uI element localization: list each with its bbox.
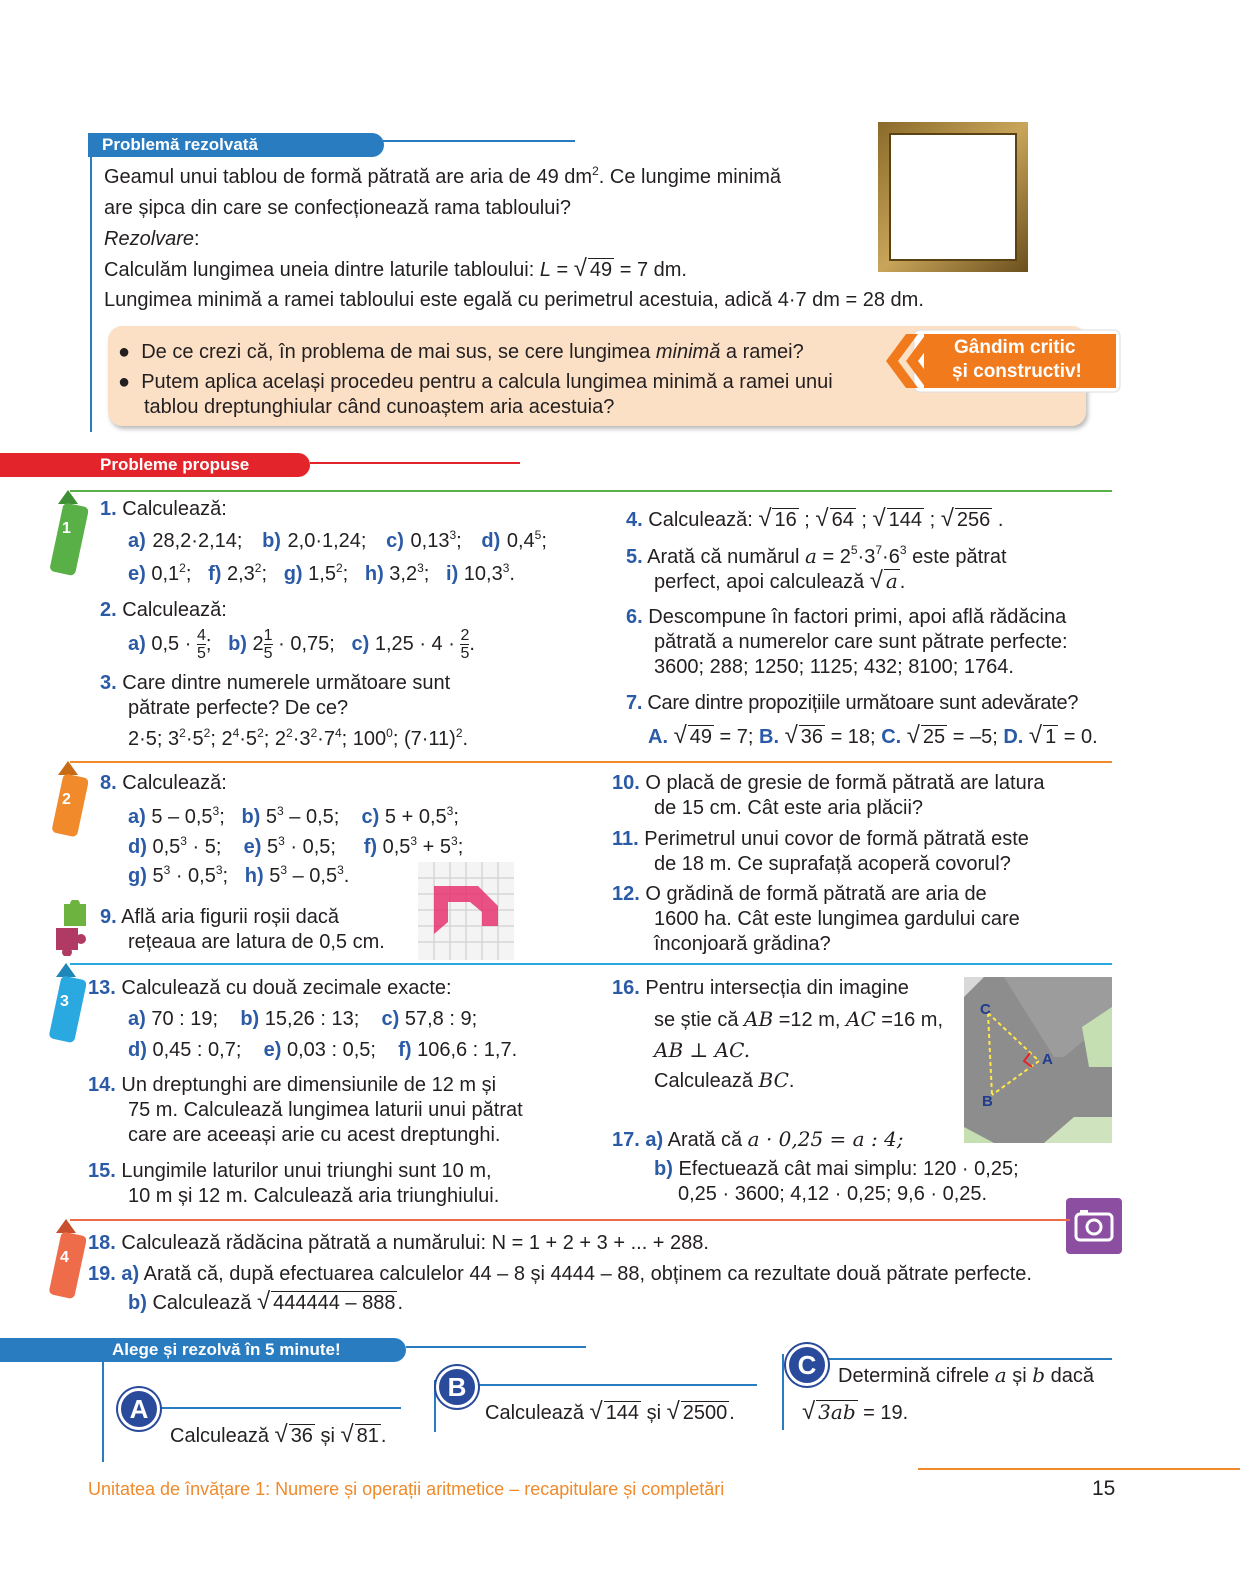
problem-5-line1: 5. Arată că numărul $a = 2^5\cdot 3^7\cdot 6^3$ este pătrat <box>626 543 1007 568</box>
problem-13-row2: d) 0,45 : 0,7; e) 0,03 : 0,5; f) 106,6 : 1,7. <box>128 1039 518 1061</box>
problem-16-line3: AB ⊥ AC. <box>654 1038 751 1062</box>
problem-16-line4: Calculează BC. <box>654 1068 795 1092</box>
problem-16-line2: se știe că AB =12 m, AC =16 m, <box>654 1007 944 1031</box>
solved-line3: Rezolvare: <box>104 228 200 250</box>
level4-label: 4 <box>60 1249 69 1266</box>
problem-14-line1: 14. Un dreptunghi are dimensiunile de 12 m și <box>88 1074 497 1096</box>
problem-3-line3: 2·5; $3^2\cdot 5^2$; $2^4\cdot 5^2$; $2^2\cdot 3^2\cdot 7^4$; $100^0$; $(7\cdot 11)^2$. <box>128 726 469 750</box>
level4-crayon-icon <box>46 1219 86 1311</box>
problem-18: 18. Calculează rădăcina pătrată a numărului: N = 1 + 2 + 3 + ... + 288. <box>88 1232 709 1254</box>
quick-rule <box>406 1346 586 1348</box>
quick-banner-text: Alege și rezolvă în 5 minute! <box>112 1340 341 1359</box>
quick-c-rule <box>822 1358 1112 1360</box>
problem-11-line2: de 18 m. Ce suprafață acoperă covorul? <box>654 853 1011 875</box>
problem-3-line2: pătrate perfecte? De ce? <box>128 697 349 719</box>
quick-a-badge: A <box>118 1388 160 1430</box>
footer-rule <box>918 1468 1240 1470</box>
problem-2-row: a) 0,5 · $\frac{4}{5}$ ; b) 2 $\frac{1}{5}$ · 0,75; c) 1,25 · 4 · $\frac{2}{5}$ . <box>128 627 475 663</box>
problem-17-line2: b) Efectuează cât mai simplu: 120 · 0,25; <box>654 1158 1019 1180</box>
problem-10-line2: de 15 cm. Cât este aria plăcii? <box>654 797 924 819</box>
solved-line4: Calculăm lungimea uneia dintre laturile tabloului: L = √ 49 = 7 dm. <box>104 255 687 282</box>
problem-2-title: 2. Calculează: <box>100 599 227 621</box>
intersection-image <box>964 977 1112 1143</box>
point-a-label: A <box>1042 1051 1053 1068</box>
level1-crayon-icon <box>48 490 88 582</box>
point-c-label: C <box>980 1001 991 1018</box>
camera-icon[interactable] <box>1066 1198 1122 1254</box>
critic-badge-line2: și constructiv! <box>952 361 1082 382</box>
red-figure-grid-image <box>418 862 514 960</box>
picture-frame-image <box>878 122 1028 272</box>
critic-question-1: ● De ce crezi că, în problema de mai sus, se cere lungimea minimă a ramei? <box>118 341 804 363</box>
critic-question-2b: tablou dreptunghiular când cunoaștem aria acestuia? <box>144 396 615 418</box>
problem-16-line1: 16. Pentru intersecția din imagine <box>612 977 909 999</box>
point-b-label: B <box>982 1093 993 1110</box>
level4-rule <box>70 1219 1070 1221</box>
quick-b-badge: B <box>436 1366 478 1408</box>
problem-14-line3: care are aceeași arie cu acest dreptunghi. <box>128 1124 501 1146</box>
problem-10-line1: 10. O placă de gresie de formă pătrată are latura <box>612 772 1045 794</box>
problem-6-line1: 6. Descompune în factori primi, apoi află rădăcina <box>626 606 1067 628</box>
problem-4: 4. Calculează: √ 16 ; √ 64 ; √ 144 ; √ 256 . <box>626 505 1004 532</box>
problem-17-line3: 0,25 · 3600; 4,12 · 0,25; 9,6 · 0,25. <box>678 1183 988 1205</box>
critic-badge-line1: Gândim critic <box>954 337 1076 358</box>
quick-c-badge: C <box>786 1344 828 1386</box>
problem-8-row1: a) $5 - 0,5^3$; b) $5^3 - 0,5$; c) $5 + 0,5^3$; <box>128 804 459 828</box>
problem-1-row1: a) 28,2·2,14; b) 2,0·1,24; c) 0,13$^3$; d) $0,4^5$; <box>128 528 547 552</box>
quick-c-line1: Determină cifrele a și b dacă <box>838 1363 1094 1387</box>
proposed-rule <box>310 462 520 464</box>
problem-12-line3: înconjoară grădina? <box>654 933 831 955</box>
quick-c-left-rule <box>782 1354 784 1430</box>
problem-8-row3: g) $5^3 \cdot 0,5^3$; h) $5^3 - 0,5^3$. <box>128 863 350 887</box>
level3-rule <box>70 963 1112 965</box>
solved-banner-text: Problemă rezolvată <box>102 135 258 154</box>
level2-rule <box>70 761 1112 763</box>
critic-question-2a: ● Putem aplica același procedeu pentru a calcula lungimea minimă a ramei unui <box>118 371 833 393</box>
level1-label: 1 <box>62 520 71 537</box>
quick-b-rule <box>472 1384 757 1386</box>
problem-15-line2: 10 m și 12 m. Calculează aria triunghiului. <box>128 1185 500 1207</box>
quick-b-text: Calculează √ 144 și √ 2500 . <box>485 1398 735 1425</box>
problem-6-line2: pătrată a numerelor care sunt pătrate perfecte: <box>654 631 1068 653</box>
solved-line5: Lungimea minimă a ramei tabloului este egală cu perimetrul acestuia, adică 4·7 dm = 28 dm. <box>104 289 924 311</box>
problem-9-line2: rețeaua are latura de 0,5 cm. <box>128 931 385 953</box>
problem-1-title: 1. Calculează: <box>100 498 227 520</box>
solved-rule <box>370 140 575 142</box>
problem-7-options: A. √ 49 = 7; B. √ 36 = 18; C. √ 25 = –5; D. √ 1 = 0. <box>648 722 1098 749</box>
problem-19-line2: b) Calculează √ 444444 – 888 . <box>128 1288 404 1315</box>
problem-9-line1: 9. Află aria figurii roșii dacă <box>100 906 340 928</box>
quick-a-rule <box>156 1407 401 1409</box>
level1-rule <box>70 490 1112 492</box>
problem-13-title: 13. Calculează cu două zecimale exacte: <box>88 977 452 999</box>
level2-label: 2 <box>62 791 71 808</box>
level3-label: 3 <box>60 993 69 1010</box>
problem-17-line1: 17. a) Arată că a · 0,25 = a : 4; <box>612 1127 904 1151</box>
footer-unit-title: Unitatea de învățare 1: Numere și operații aritmetice – recapitulare și completări <box>88 1479 725 1499</box>
problem-5-line2: perfect, apoi calculează √ a . <box>654 567 906 594</box>
problem-7-line1: 7. Care dintre propozițiile următoare sunt adevărate? <box>626 692 1079 714</box>
problem-11-line1: 11. Perimetrul unui covor de formă pătrată este <box>612 828 1029 850</box>
proposed-banner-text: Probleme propuse <box>100 455 250 474</box>
level2-crayon-icon <box>48 761 88 853</box>
solved-banner <box>88 133 384 157</box>
problem-1-row2: e) $0,1^2$; f) $2,3^2$; g) $1,5^2$; h) $3,2^3$; i) 10,3$^3$. <box>128 561 515 585</box>
problem-8-title: 8. Calculează: <box>100 772 227 794</box>
problem-15-line1: 15. Lungimile laturilor unui triunghi sunt 10 m, <box>88 1160 492 1182</box>
page-number: 15 <box>1092 1477 1116 1500</box>
solved-left-rule <box>90 157 92 432</box>
solved-line2: are șipca din care se confecționează rama tabloului? <box>104 197 571 219</box>
problem-12-line1: 12. O grădină de formă pătrată are aria de <box>612 883 987 905</box>
level3-crayon-icon <box>46 963 86 1055</box>
problem-14-line2: 75 m. Calculează lungimea laturii unui pătrat <box>128 1099 523 1121</box>
problem-8-row2: d) $0,5^3 \cdot 5$; e) $5^3 \cdot 0,5$; f) $0,5^3 + 5^3$; <box>128 834 464 858</box>
problem-13-row1: a) 70 : 19; b) 15,26 : 13; c) 57,8 : 9; <box>128 1008 478 1030</box>
quick-banner <box>0 1338 406 1362</box>
proposed-banner <box>0 453 310 477</box>
quick-a-text: Calculează √ 36 și √ 81 . <box>170 1421 387 1448</box>
problem-12-line2: 1600 ha. Cât este lungimea gardului care <box>654 908 1020 930</box>
puzzle-icon <box>52 900 96 956</box>
quick-c-line2: √ 3ab = 19. <box>802 1398 909 1425</box>
problem-3-line1: 3. Care dintre numerele următoare sunt <box>100 672 451 694</box>
problem-19-line1: 19. a) Arată că, după efectuarea calculelor 44 – 8 și 4444 – 88, obținem ca rezultate două pătrate perfecte. <box>88 1263 1032 1285</box>
critic-badge <box>884 328 1122 390</box>
solved-line1: Geamul unui tablou de formă pătrată are aria de 49 $dm^2$. Ce lungime minimă <box>104 164 782 188</box>
problem-6-line3: 3600; 288; 1250; 1125; 432; 8100; 1764. <box>654 656 1014 678</box>
quick-a-left-rule <box>102 1362 104 1462</box>
